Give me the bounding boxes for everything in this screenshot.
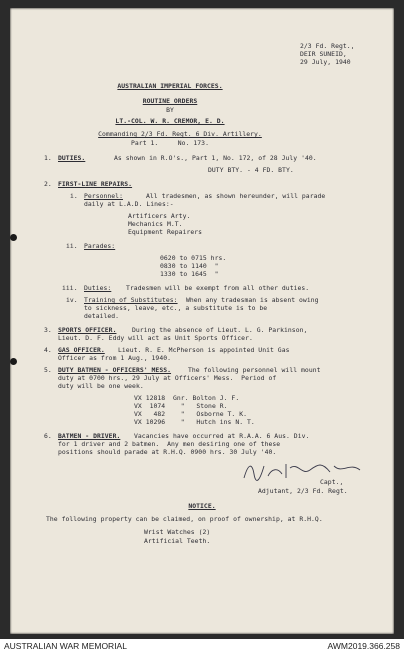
roster-entry: VX 10296 " Hutch ins N. T. — [134, 418, 255, 426]
handwritten-signature — [238, 458, 368, 486]
duty-battery: DUTY BTY. - 4 FD. BTY. — [208, 166, 294, 174]
title-line6: Part 1. No. 173. — [131, 139, 209, 147]
notice-text: The following property can be claimed, on proof of ownership, at R.H.Q. — [46, 515, 323, 523]
trade-mechanics: Mechanics M.T. — [128, 220, 183, 228]
gas-text-1: Lieut. R. E. McPherson is appointed Unit Gas — [118, 346, 290, 354]
gas-text-2: Officer as from 1 Aug., 1940. — [58, 354, 172, 362]
duties-sub-text: Tradesmen will be exempt from all other duties. — [126, 284, 310, 292]
gas-number: 4. — [44, 346, 52, 354]
title-line5: Commanding 2/3 Fd. Regt. 6 Div. Artillery. — [98, 130, 262, 138]
duties-heading: DUTIES. — [58, 154, 86, 162]
notice-heading: NOTICE. — [188, 502, 216, 510]
header-unit: 2/3 Fd. Regt., — [300, 42, 355, 50]
duties-sub-heading: Duties: — [84, 284, 112, 292]
personnel-heading: Personnel: — [84, 192, 123, 200]
sports-text-2: Lieut. D. F. Eddy will act as Unit Sports Officer. — [58, 334, 253, 342]
duties-text: As shown in R.O's., Part 1, No. 172, of 28 July '40. — [114, 154, 317, 162]
training-number: iv. — [66, 296, 78, 304]
header-date: 29 July, 1940 — [300, 58, 351, 66]
batmen-text-1: The following personnel will mount — [188, 366, 321, 374]
title-line3: BY — [166, 106, 174, 114]
training-text-2: to sickness, leave, etc., a substitute is to be — [84, 304, 268, 312]
notice-item-teeth: Artificial Teeth. — [144, 537, 211, 545]
batmen-text-2: duty at 0700 hrs., 29 July at Officers' Mess. Period of — [58, 374, 277, 382]
footer-accession: AWM2019.366.258 — [327, 641, 400, 651]
sports-number: 3. — [44, 326, 52, 334]
title-line2: ROUTINE ORDERS — [142, 97, 198, 105]
parades-number: ii. — [66, 242, 78, 250]
personnel-text-1: All tradesmen, as shown hereunder, will parade — [146, 192, 326, 200]
parade-time-2: 0830 to 1140 " — [160, 262, 219, 270]
gas-heading: GAS OFFICER. — [58, 346, 105, 354]
driver-text-1: Vacancies have occurred at R.A.A. 6 Aus. Div. — [134, 432, 310, 440]
parades-heading: Parades: — [84, 242, 116, 250]
roster-entry: VX 1074 " Stone R. — [134, 402, 228, 410]
parade-time-1: 0620 to 0715 hrs. — [160, 254, 227, 262]
sports-text-1: During the absence of Lieut. L. G. Parkinson, — [132, 326, 308, 334]
punch-hole-top — [10, 234, 17, 241]
training-text-3: detailed. — [84, 312, 120, 320]
punch-hole-bottom — [10, 358, 17, 365]
roster-entry: VX 12818 Gnr. Bolton J. F. — [134, 394, 240, 402]
batmen-text-3: duty will be one week. — [58, 382, 144, 390]
training-text-1: When any tradesman is absent owing — [186, 296, 319, 304]
duties-sub-number: iii. — [62, 284, 78, 292]
training-heading: Training of Substitutes: — [84, 296, 178, 304]
driver-heading: BATMEN - DRIVER. — [58, 432, 121, 440]
trade-artificers: Artificers Arty. — [128, 212, 191, 220]
title-line4: LT.-COL. W. R. CREMOR, E. D. — [115, 117, 225, 125]
footer-institution: AUSTRALIAN WAR MEMORIAL — [4, 641, 127, 651]
batmen-number: 5. — [44, 366, 52, 374]
document-page — [10, 8, 394, 634]
personnel-text-2: daily at L.A.D. Lines:- — [84, 200, 174, 208]
repairs-heading: FIRST-LINE REPAIRS. — [58, 180, 133, 188]
title-line1: AUSTRALIAN IMPERIAL FORCES. — [117, 82, 223, 90]
duties-number: 1. — [44, 154, 52, 162]
signature-role: Adjutant, 2/3 Fd. Regt. — [258, 487, 348, 495]
notice-item-watches: Wrist Watches (2) — [144, 528, 211, 536]
batmen-heading: DUTY BATMEN - OFFICERS' MESS. — [58, 366, 172, 374]
sports-heading: SPORTS OFFICER. — [58, 326, 117, 334]
parade-time-3: 1330 to 1645 " — [160, 270, 219, 278]
personnel-number: i. — [70, 192, 78, 200]
repairs-number: 2. — [44, 180, 52, 188]
header-place: DEIR SUNEID, — [300, 50, 347, 58]
archive-footer — [0, 639, 404, 653]
roster-entry: VX 482 " Osborne T. K. — [134, 410, 248, 418]
driver-number: 6. — [44, 432, 52, 440]
driver-text-3: positions should parade at R.H.Q. 0900 hrs. 30 July '40. — [58, 448, 277, 456]
trade-equipment: Equipment Repairers — [128, 228, 203, 236]
signature-rank: Capt., — [320, 478, 344, 486]
driver-text-2: for 1 driver and 2 batmen. Any men desiring one of these — [58, 440, 281, 448]
